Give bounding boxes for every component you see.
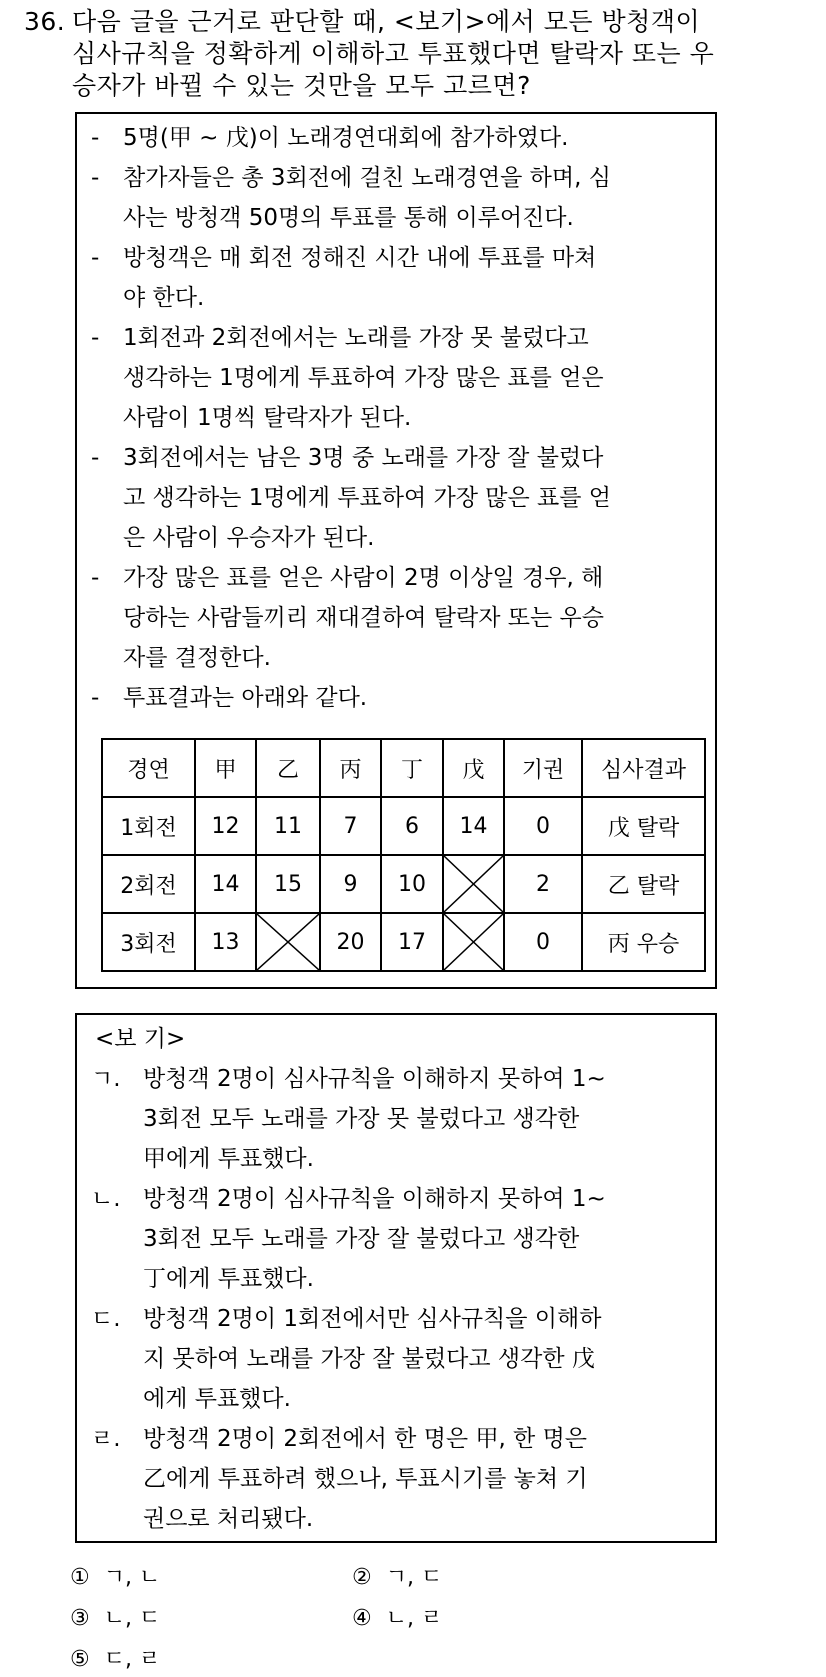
bogi-line: 방청객 2명이 2회전에서 한 명은 甲, 한 명은 [143,1426,588,1452]
choice-number: ② [352,1565,372,1590]
bullet-dash: - [91,245,100,271]
passage-line: 사람이 1명씩 탈락자가 된다. [123,405,412,431]
table-cell: 20 [320,913,381,971]
table-row [102,797,705,855]
table-cell: 17 [381,913,443,971]
bogi-item-mark: ㄱ. [91,1066,121,1092]
bogi-line: 乙에게 투표하려 했으나, 투표시기를 놓쳐 기 [143,1466,588,1492]
bogi-line: 방청객 2명이 심사규칙을 이해하지 못하여 1~ [143,1066,606,1092]
table-cell: 12 [195,797,256,855]
table-cell: 11 [256,797,320,855]
passage-line: 은 사람이 우승자가 된다. [123,525,375,551]
eliminated-cross-cell [256,913,320,971]
bogi-line: 丁에게 투표했다. [143,1266,314,1292]
passage-line: 당하는 사람들끼리 재대결하여 탈락자 또는 우승 [123,605,604,631]
bullet-dash: - [91,565,100,591]
passage-line: 고 생각하는 1명에게 투표하여 가장 많은 표를 얻 [123,485,611,511]
table-row [102,855,705,913]
bullet-dash: - [91,125,100,151]
table-cell: 3회전 [102,913,195,971]
header-cell: 丁 [381,739,443,797]
bogi-title: <보 기> [95,1026,186,1052]
table-cell: 丙 우승 [582,913,705,971]
choice-number: ⑤ [70,1647,90,1672]
bullet-dash: - [91,325,100,351]
vote-results-table [101,738,706,972]
bogi-box [75,1013,717,1543]
header-cell: 경연 [102,739,195,797]
bullet-dash: - [91,685,100,711]
choice-number: ③ [70,1606,90,1631]
bogi-item-mark: ㄴ. [91,1186,121,1212]
table-cell: 9 [320,855,381,913]
choice-text: ㄴ, ㄷ [103,1606,161,1631]
passage-box [75,112,717,989]
table-cell: 0 [504,913,582,971]
choice-1[interactable] [70,1560,160,1591]
bogi-line: 방청객 2명이 심사규칙을 이해하지 못하여 1~ [143,1186,606,1212]
bogi-item-mark: ㄷ. [91,1306,121,1332]
choice-number: ④ [352,1606,372,1631]
header-cell: 甲 [195,739,256,797]
passage-line: 생각하는 1명에게 투표하여 가장 많은 표를 얻은 [123,365,604,391]
choice-2[interactable] [352,1560,442,1591]
table-cell: 14 [195,855,256,913]
table-header-row [102,739,705,797]
passage-line: 사는 방청객 50명의 투표를 통해 이루어진다. [123,205,574,231]
question-line: 심사규칙을 정확하게 이해하고 투표했다면 탈락자 또는 우 [72,39,715,68]
table-row [102,913,705,971]
question-line: 다음 글을 근거로 판단할 때, <보기>에서 모든 방청객이 [72,7,701,36]
choice-3[interactable] [70,1601,160,1632]
choice-text: ㄱ, ㄴ [103,1565,161,1590]
header-cell: 기권 [504,739,582,797]
bullet-dash: - [91,165,100,191]
passage-line: 자를 결정한다. [123,645,271,671]
cross-out-icon [444,856,503,912]
choice-number: ① [70,1565,90,1590]
cross-out-icon [444,914,503,970]
passage-line: 가장 많은 표를 얻은 사람이 2명 이상일 경우, 해 [123,565,604,591]
bogi-line: 甲에게 투표했다. [143,1146,314,1172]
choice-4[interactable] [352,1601,442,1632]
bogi-item-mark: ㄹ. [91,1426,121,1452]
table-cell: 15 [256,855,320,913]
table-cell: 0 [504,797,582,855]
table-cell: 7 [320,797,381,855]
passage-line: 3회전에서는 남은 3명 중 노래를 가장 잘 불렀다 [123,445,604,471]
table-cell: 戊 탈락 [582,797,705,855]
table-cell: 13 [195,913,256,971]
passage-line: 5명(甲 ~ 戊)이 노래경연대회에 참가하였다. [123,125,569,151]
bogi-line: 3회전 모두 노래를 가장 잘 불렀다고 생각한 [143,1226,580,1252]
passage-line: 참가자들은 총 3회전에 걸친 노래경연을 하며, 심 [123,165,611,191]
header-cell: 丙 [320,739,381,797]
question-line: 승자가 바뀔 수 있는 것만을 모두 고르면? [72,71,531,100]
table-cell: 6 [381,797,443,855]
passage-line: 투표결과는 아래와 같다. [123,685,368,711]
table-cell: 2 [504,855,582,913]
eliminated-cross-cell [443,913,504,971]
cross-out-icon [257,914,319,970]
choice-text: ㄷ, ㄹ [103,1647,161,1672]
table-cell: 2회전 [102,855,195,913]
table-cell: 10 [381,855,443,913]
choice-text: ㄱ, ㄷ [385,1565,443,1590]
choice-text: ㄴ, ㄹ [385,1606,443,1631]
passage-line: 1회전과 2회전에서는 노래를 가장 못 불렀다고 [123,325,589,351]
table-cell: 14 [443,797,504,855]
bogi-line: 에게 투표했다. [143,1386,291,1412]
table-cell: 乙 탈락 [582,855,705,913]
passage-line: 방청객은 매 회전 정해진 시간 내에 투표를 마쳐 [123,245,597,271]
question-number: 36. [24,7,66,36]
bogi-line: 권으로 처리됐다. [143,1506,314,1532]
bogi-line: 방청객 2명이 1회전에서만 심사규칙을 이해하 [143,1306,602,1332]
bullet-dash: - [91,445,100,471]
eliminated-cross-cell [443,855,504,913]
passage-line: 야 한다. [123,285,205,311]
header-cell: 乙 [256,739,320,797]
choice-5[interactable] [70,1642,160,1673]
bogi-line: 3회전 모두 노래를 가장 못 불렀다고 생각한 [143,1106,580,1132]
header-cell: 심사결과 [582,739,705,797]
header-cell: 戊 [443,739,504,797]
table-cell: 1회전 [102,797,195,855]
bogi-line: 지 못하여 노래를 가장 잘 불렀다고 생각한 戊 [143,1346,595,1372]
